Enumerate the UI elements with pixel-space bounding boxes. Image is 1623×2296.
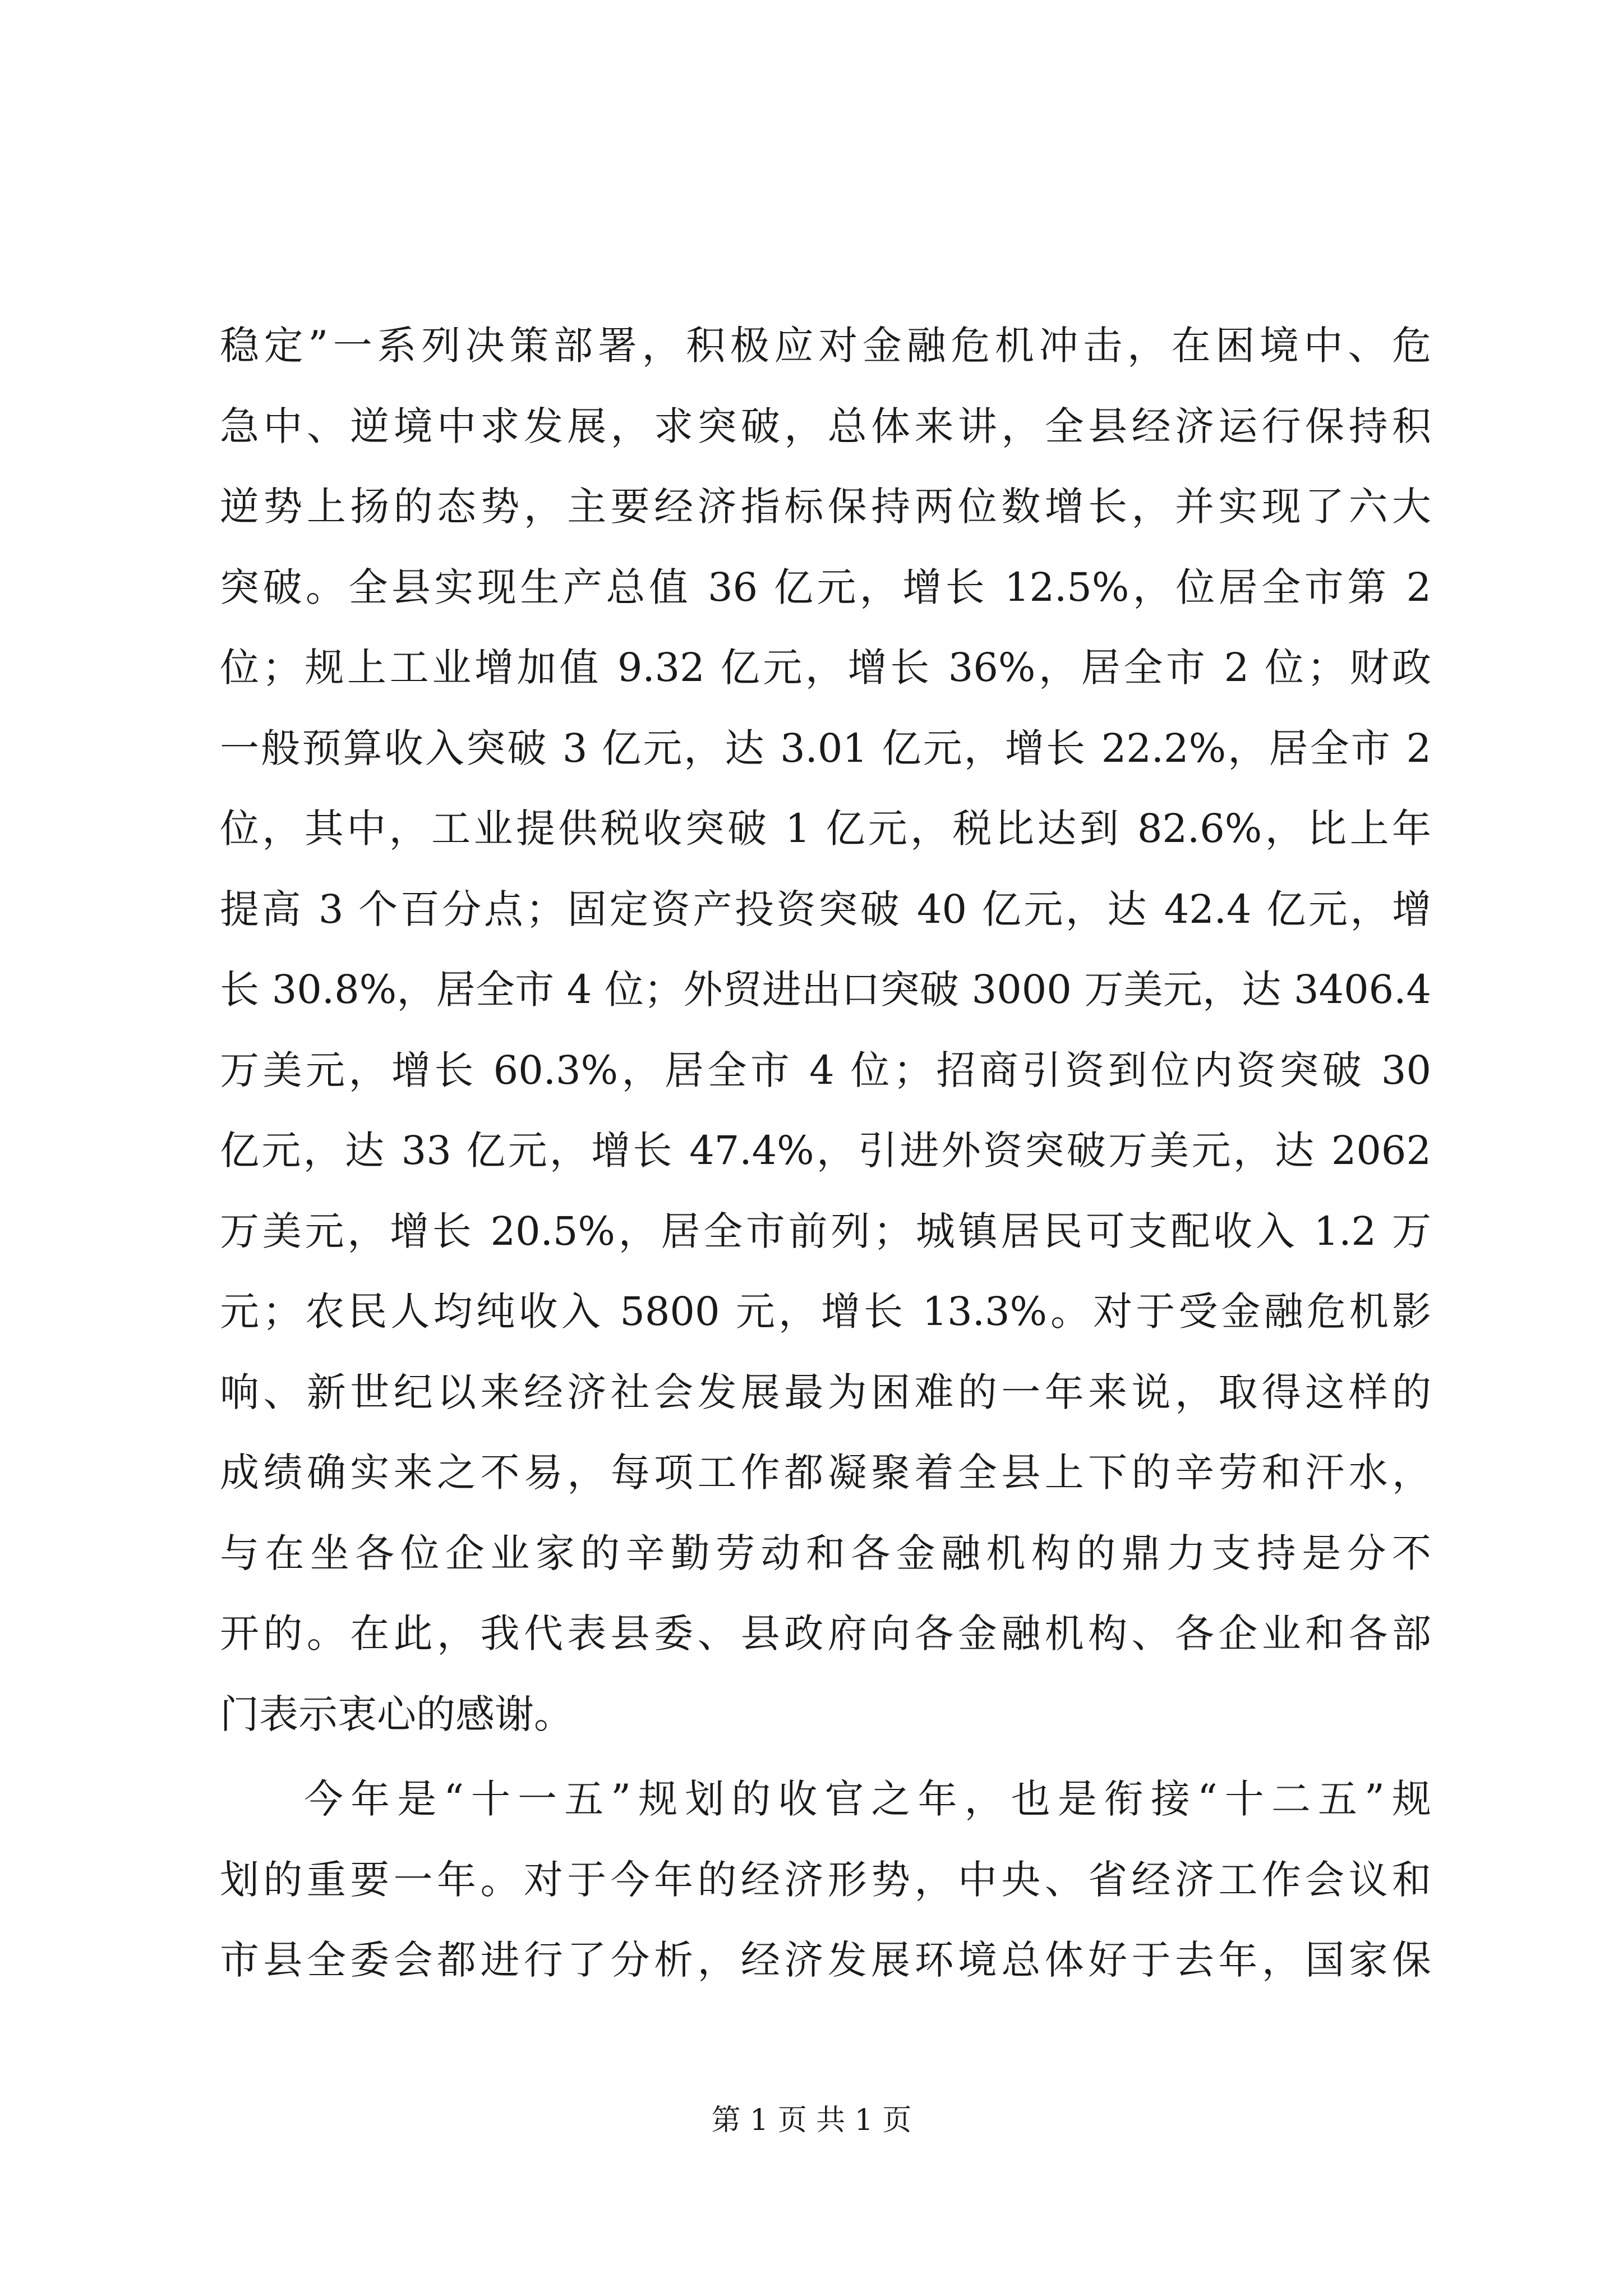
text-line: 今年是“十一五”规划的收官之年，也是衔接“十二五”规 xyxy=(304,1776,1431,1822)
body-text xyxy=(220,306,1431,2001)
text-line: 急中、逆境中求发展，求突破，总体来讲，全县经济运行保持积 xyxy=(220,403,1431,449)
paragraph-2 xyxy=(220,1759,1431,2001)
text-line: 响、新世纪以来经济社会发展最为困难的一年来说，取得这样的 xyxy=(220,1369,1431,1415)
text-line: 长 30.8%，居全市 4 位；外贸进出口突破 3000 万美元，达 3406.4 xyxy=(220,967,1431,1013)
text-line: 与在坐各位企业家的辛勤劳动和各金融机构的鼎力支持是分不 xyxy=(220,1530,1431,1576)
text-line: 一般预算收入突破 3 亿元，达 3.01 亿元，增长 22.2%，居全市 2 xyxy=(220,725,1431,771)
text-line: 逆势上扬的态势，主要经济指标保持两位数增长，并实现了六大 xyxy=(220,484,1431,530)
text-line: 亿元，达 33 亿元，增长 47.4%，引进外资突破万美元，达 2062 xyxy=(220,1128,1431,1174)
text-line: 元；农民人均纯收入 5800 元，增长 13.3%。对于受金融危机影 xyxy=(220,1289,1431,1335)
paragraph-gap xyxy=(220,1755,1431,1759)
text-line: 提高 3 个百分点；固定资产投资突破 40 亿元，达 42.4 亿元，增 xyxy=(220,886,1431,932)
text-line: 门表示衷心的感谢。 xyxy=(220,1691,573,1737)
text-line: 位，其中，工业提供税收突破 1 亿元，税比达到 82.6%，比上年 xyxy=(220,806,1431,852)
page-footer: 第 1 页 共 1 页 xyxy=(711,2104,912,2137)
text-line: 万美元，增长 60.3%，居全市 4 位；招商引资到位内资突破 30 xyxy=(220,1047,1431,1093)
text-line: 位；规上工业增加值 9.32 亿元，增长 36%，居全市 2 位；财政 xyxy=(220,645,1431,691)
text-line: 突破。全县实现生产总值 36 亿元，增长 12.5%，位居全市第 2 xyxy=(220,564,1431,610)
text-line: 划的重要一年。对于今年的经济形势，中央、省经济工作会议和 xyxy=(220,1856,1431,1903)
paragraph-1 xyxy=(220,306,1431,1755)
text-line: 市县全委会都进行了分析，经济发展环境总体好于去年，国家保 xyxy=(220,1937,1431,1983)
text-line: 成绩确实来之不易，每项工作都凝聚着全县上下的辛劳和汗水， xyxy=(220,1450,1431,1496)
text-line: 万美元，增长 20.5%，居全市前列；城镇居民可支配收入 1.2 万 xyxy=(220,1208,1431,1254)
text-line: 开的。在此，我代表县委、县政府向各金融机构、各企业和各部 xyxy=(220,1611,1431,1657)
text-line: 稳定”一系列决策部署，积极应对金融危机冲击，在困境中、危 xyxy=(220,323,1431,369)
